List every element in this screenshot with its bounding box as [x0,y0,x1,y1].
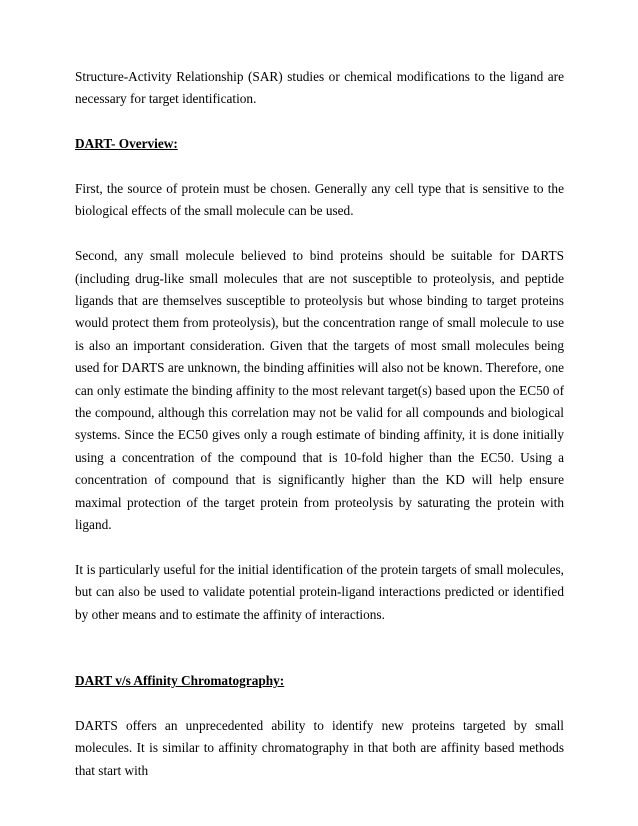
document-body [75,66,564,782]
second-paragraph: Second, any small molecule believed to bind proteins should be suitable for DARTS (including drug-like small molecules that are not susceptible to proteolysis, and peptide ligands that are themselves susceptible to proteolysis but whose binding to target proteins would protect them from proteolysis), but the concentration range of small molecule to use is also an important consideration. Given that the targets of most small molecules being used for DARTS are unknown, the binding affinities will also not be known. Therefore, one can only estimate the binding affinity to the most relevant target(s) based upon the EC50 of the compound, although this correlation may not be valid for all compounds and biological systems. Since the EC50 gives only a rough estimate of binding affinity, it is done initially using a concentration of the compound that is 10-fold higher than the EC50. Using a concentration of compound that is significantly higher than the KD will help ensure maximal protection of the target protein from proteolysis by saturating the protein with ligand. [75,248,564,533]
spacer [75,223,564,245]
intro-paragraph: Structure-Activity Relationship (SAR) studies or chemical modifications to the ligand are necessary for target identification. [75,69,564,107]
spacer [75,536,564,558]
darts-offers-paragraph: DARTS offers an unprecedented ability to identify new proteins targeted by small molecules. It is similar to affinity chromatography in that both are affinity based methods that start with [75,717,564,778]
spacer [75,693,564,715]
usefulness-paragraph: It is particularly useful for the initial identification of the protein targets of small molecules, but can also be used to validate potential protein-ligand interactions predicted or identified by other means and to estimate the affinity of interactions. [75,561,564,622]
spacer [75,156,564,178]
first-paragraph: First, the source of protein must be chosen. Generally any cell type that is sensitive to the biological effects of the small molecule can be used. [75,181,564,219]
spacer [75,626,564,670]
section-heading-overview: DART- Overview: [75,136,178,152]
section-heading-comparison: DART v/s Affinity Chromatography: [75,673,285,689]
spacer [75,111,564,133]
